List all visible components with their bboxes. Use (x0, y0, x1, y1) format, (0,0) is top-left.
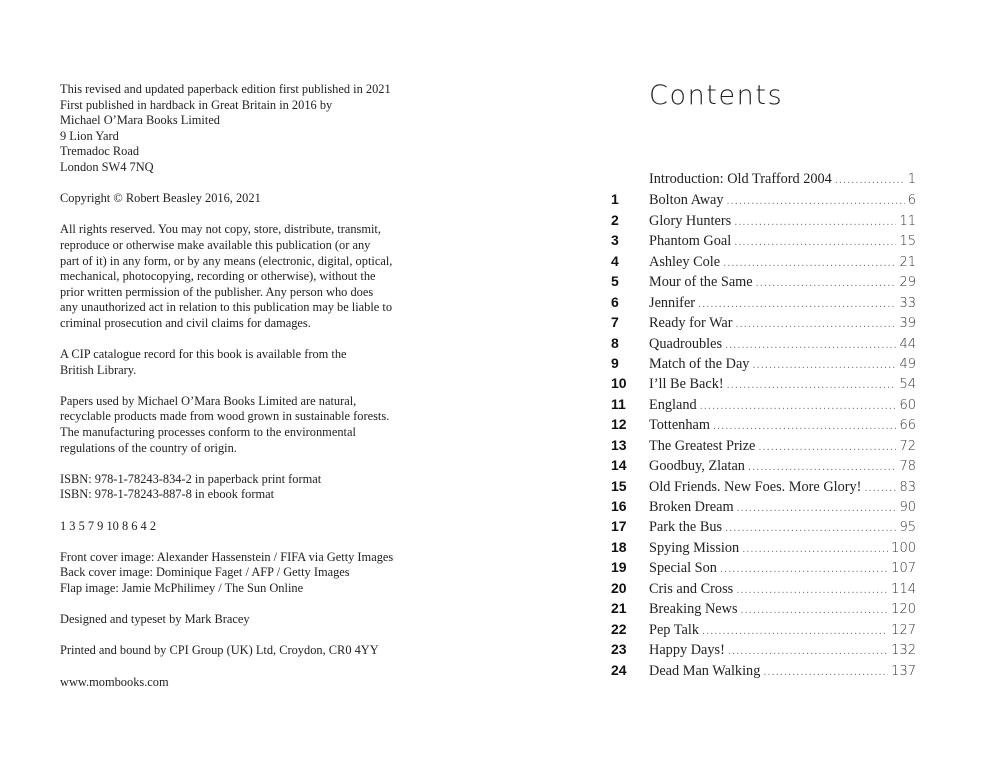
chapter-title: Cris and Cross (649, 580, 734, 597)
text-line: Back cover image: Dominique Faget / AFP / Getty Images (60, 565, 350, 580)
contents-heading: Contents (649, 80, 784, 111)
chapter-number: 6 (611, 293, 619, 310)
cip-block (60, 347, 440, 378)
copyright-page (60, 82, 440, 706)
chapter-title: Ready for War (649, 315, 733, 332)
website: www.mombooks.com (60, 674, 169, 689)
dot-leader (736, 314, 897, 334)
chapter-title: Match of the Day (649, 355, 750, 372)
dot-leader (758, 437, 896, 457)
page-number: 21 (899, 254, 916, 270)
text-line: mechanical, photocopying, recording or otherwise), without the (60, 269, 376, 284)
dot-leader (720, 559, 888, 579)
page-number: 54 (899, 377, 916, 393)
toc-entry (611, 333, 916, 353)
chapter-number: 7 (611, 314, 619, 331)
chapter-number: 22 (611, 620, 627, 637)
toc-entry (611, 578, 916, 598)
edition-block (60, 82, 440, 176)
dot-leader (713, 416, 897, 436)
chapter-number: 19 (611, 559, 627, 576)
toc-entry (611, 394, 916, 414)
toc-entry (611, 414, 916, 434)
page-number: 107 (891, 561, 916, 577)
page-number: 60 (899, 397, 916, 413)
text-line: The manufacturing processes conform to the environmental (60, 425, 356, 440)
table-of-contents (611, 169, 916, 680)
text-line: A CIP catalogue record for this book is available from the (60, 347, 347, 362)
text-line: London SW4 7NQ (60, 159, 154, 174)
chapter-title: England (649, 396, 697, 413)
page-number: 83 (899, 479, 916, 495)
dot-leader (728, 641, 888, 661)
text-line: Papers used by Michael O’Mara Books Limited are natural, (60, 393, 357, 408)
chapter-title: Special Son (649, 560, 717, 577)
chapter-title: Spying Mission (649, 539, 740, 556)
chapter-number: 11 (611, 395, 626, 412)
toc-entry (611, 516, 916, 536)
chapter-title: Bolton Away (649, 192, 724, 209)
toc-entry (611, 598, 916, 618)
chapter-title: Tottenham (649, 417, 710, 434)
dot-leader (734, 232, 896, 252)
printer-credit: Printed and bound by CPI Group (UK) Ltd, Croydon, CR0 4YY (60, 643, 379, 658)
toc-entry (611, 557, 916, 577)
page-number: 44 (899, 336, 916, 352)
chapter-number: 20 (611, 579, 627, 596)
image-credits-block (60, 550, 440, 597)
dot-leader (737, 498, 897, 518)
text-line: prior written permission of the publisher. Any person who does (60, 284, 374, 299)
text-line: ISBN: 978-1-78243-887-8 in ebook format (60, 487, 275, 502)
designer-credit-block (60, 612, 440, 628)
printer-credit-block (60, 643, 440, 659)
chapter-title: Old Friends. New Foes. More Glory! (649, 478, 862, 495)
chapter-title: Pep Talk (649, 621, 699, 638)
chapter-title: Ashley Cole (649, 253, 721, 270)
text-line: regulations of the country of origin. (60, 440, 237, 455)
dot-leader (725, 335, 896, 355)
chapter-title: Jennifer (649, 294, 696, 311)
toc-entry (611, 455, 916, 475)
dot-leader (702, 621, 888, 641)
toc-entry (611, 537, 916, 557)
page-number: 29 (899, 275, 916, 291)
page-number: 95 (899, 520, 916, 536)
chapter-number: 14 (611, 457, 627, 474)
chapter-number: 13 (611, 436, 627, 453)
dot-leader (727, 191, 905, 211)
toc-entry (611, 251, 916, 271)
page-number: 33 (899, 295, 916, 311)
text-line: All rights reserved. You may not copy, store, distribute, transmit, (60, 222, 381, 237)
chapter-number: 10 (611, 375, 627, 392)
text-line: Flap image: Jamie McPhilimey / The Sun Online (60, 581, 304, 595)
page-number: 78 (899, 459, 916, 475)
copyright-line: Copyright © Robert Beasley 2016, 2021 (60, 191, 261, 206)
toc-entry (611, 496, 916, 516)
chapter-title: Dead Man Walking (649, 662, 761, 679)
chapter-title: Park the Bus (649, 519, 723, 536)
dot-leader (723, 253, 896, 273)
page-number: 100 (891, 540, 916, 556)
page-number: 39 (899, 316, 916, 332)
text-line: Michael O’Mara Books Limited (60, 113, 221, 128)
dot-leader (725, 518, 896, 538)
chapter-title: Happy Days! (649, 642, 725, 659)
text-line: criminal prosecution and civil claims for damages. (60, 315, 311, 330)
page-number: 120 (891, 602, 916, 618)
toc-entry (611, 292, 916, 312)
text-line: This revised and updated paperback edition first published in 2021 (60, 82, 391, 96)
page-number: 6 (907, 193, 916, 209)
toc-entry (611, 660, 916, 680)
dot-leader (763, 662, 888, 682)
page-number: 15 (899, 234, 916, 250)
chapter-number: 5 (611, 273, 619, 290)
page-number: 132 (891, 643, 916, 659)
chapter-number: 18 (611, 538, 627, 555)
chapter-title: Introduction: Old Trafford 2004 (649, 171, 832, 187)
toc-entry (611, 271, 916, 291)
text-line: British Library. (60, 362, 137, 377)
toc-entry (611, 476, 916, 496)
dot-leader (742, 539, 888, 559)
dot-leader (748, 457, 897, 477)
chapter-title: Glory Hunters (649, 212, 732, 229)
dot-leader (700, 396, 897, 416)
copyright-notice (60, 191, 440, 207)
toc-entry (611, 435, 916, 455)
chapter-number: 21 (611, 600, 627, 617)
text-line: reproduce or otherwise make available this publication (or any (60, 237, 371, 252)
chapter-title: Goodbuy, Zlatan (649, 458, 745, 475)
chapter-title: Breaking News (649, 601, 738, 618)
page-number: 66 (899, 418, 916, 434)
website-block (60, 675, 440, 691)
chapter-number: 12 (611, 416, 627, 433)
chapter-title: Phantom Goal (649, 233, 732, 250)
toc-entry (611, 619, 916, 639)
page-number: 1 (907, 172, 916, 187)
chapter-number: 17 (611, 518, 627, 535)
text-line: Front cover image: Alexander Hassenstein / FIFA via Getty Images (60, 549, 394, 564)
chapter-number: 15 (611, 477, 627, 494)
print-line: 1 3 5 7 9 10 8 6 4 2 (60, 518, 157, 533)
dot-leader (864, 478, 896, 498)
dot-leader (756, 273, 897, 293)
chapter-number: 1 (611, 191, 619, 208)
toc-entry (611, 353, 916, 373)
toc-entry (611, 210, 916, 230)
text-line: 9 Lion Yard (60, 128, 119, 143)
text-line: any unauthorized act in relation to this publication may be liable to (60, 300, 393, 315)
chapter-number: 24 (611, 661, 627, 678)
chapter-title: Quadroubles (649, 335, 723, 352)
page-number: 137 (891, 663, 916, 679)
page-number: 11 (899, 213, 916, 229)
chapter-title: Broken Dream (649, 499, 734, 515)
text-line: recyclable products made from wood grown in sustainable forests. (60, 409, 390, 424)
papers-block (60, 394, 440, 456)
chapter-title: I’ll Be Back! (649, 376, 724, 393)
isbn-block (60, 472, 440, 503)
designer-credit: Designed and typeset by Mark Bracey (60, 612, 250, 627)
toc-entry (611, 312, 916, 332)
page-number: 72 (899, 438, 916, 454)
dot-leader (741, 600, 889, 620)
text-line: Tremadoc Road (60, 144, 140, 159)
dot-leader (752, 355, 896, 375)
dot-leader (835, 170, 905, 190)
text-line: ISBN: 978-1-78243-834-2 in paperback print format (60, 471, 322, 486)
chapter-number: 4 (611, 252, 619, 269)
chapter-number: 9 (611, 354, 619, 371)
page-number: 127 (891, 622, 916, 638)
chapter-number: 3 (611, 232, 619, 249)
page-number: 90 (899, 500, 916, 515)
page-number: 49 (899, 356, 916, 372)
page-number: 114 (891, 581, 916, 597)
text-line: part of it) in any form, or by any means (electronic, digital, optical, (60, 253, 393, 268)
chapter-number: 2 (611, 211, 619, 228)
chapter-title: Mour of the Same (649, 274, 753, 291)
chapter-title: The Greatest Prize (649, 437, 756, 454)
toc-entry (611, 230, 916, 250)
chapter-number: 8 (611, 334, 619, 351)
toc-entry (611, 169, 916, 189)
chapter-number: 23 (611, 641, 627, 658)
toc-entry (611, 639, 916, 659)
toc-entry (611, 189, 916, 209)
chapter-number: 16 (611, 498, 627, 514)
text-line: First published in hardback in Great Britain in 2016 by (60, 97, 333, 112)
dot-leader (698, 294, 896, 314)
print-line-block (60, 519, 440, 535)
toc-entry (611, 373, 916, 393)
dot-leader (734, 212, 896, 232)
dot-leader (736, 580, 888, 600)
dot-leader (727, 375, 897, 395)
rights-block (60, 222, 440, 331)
